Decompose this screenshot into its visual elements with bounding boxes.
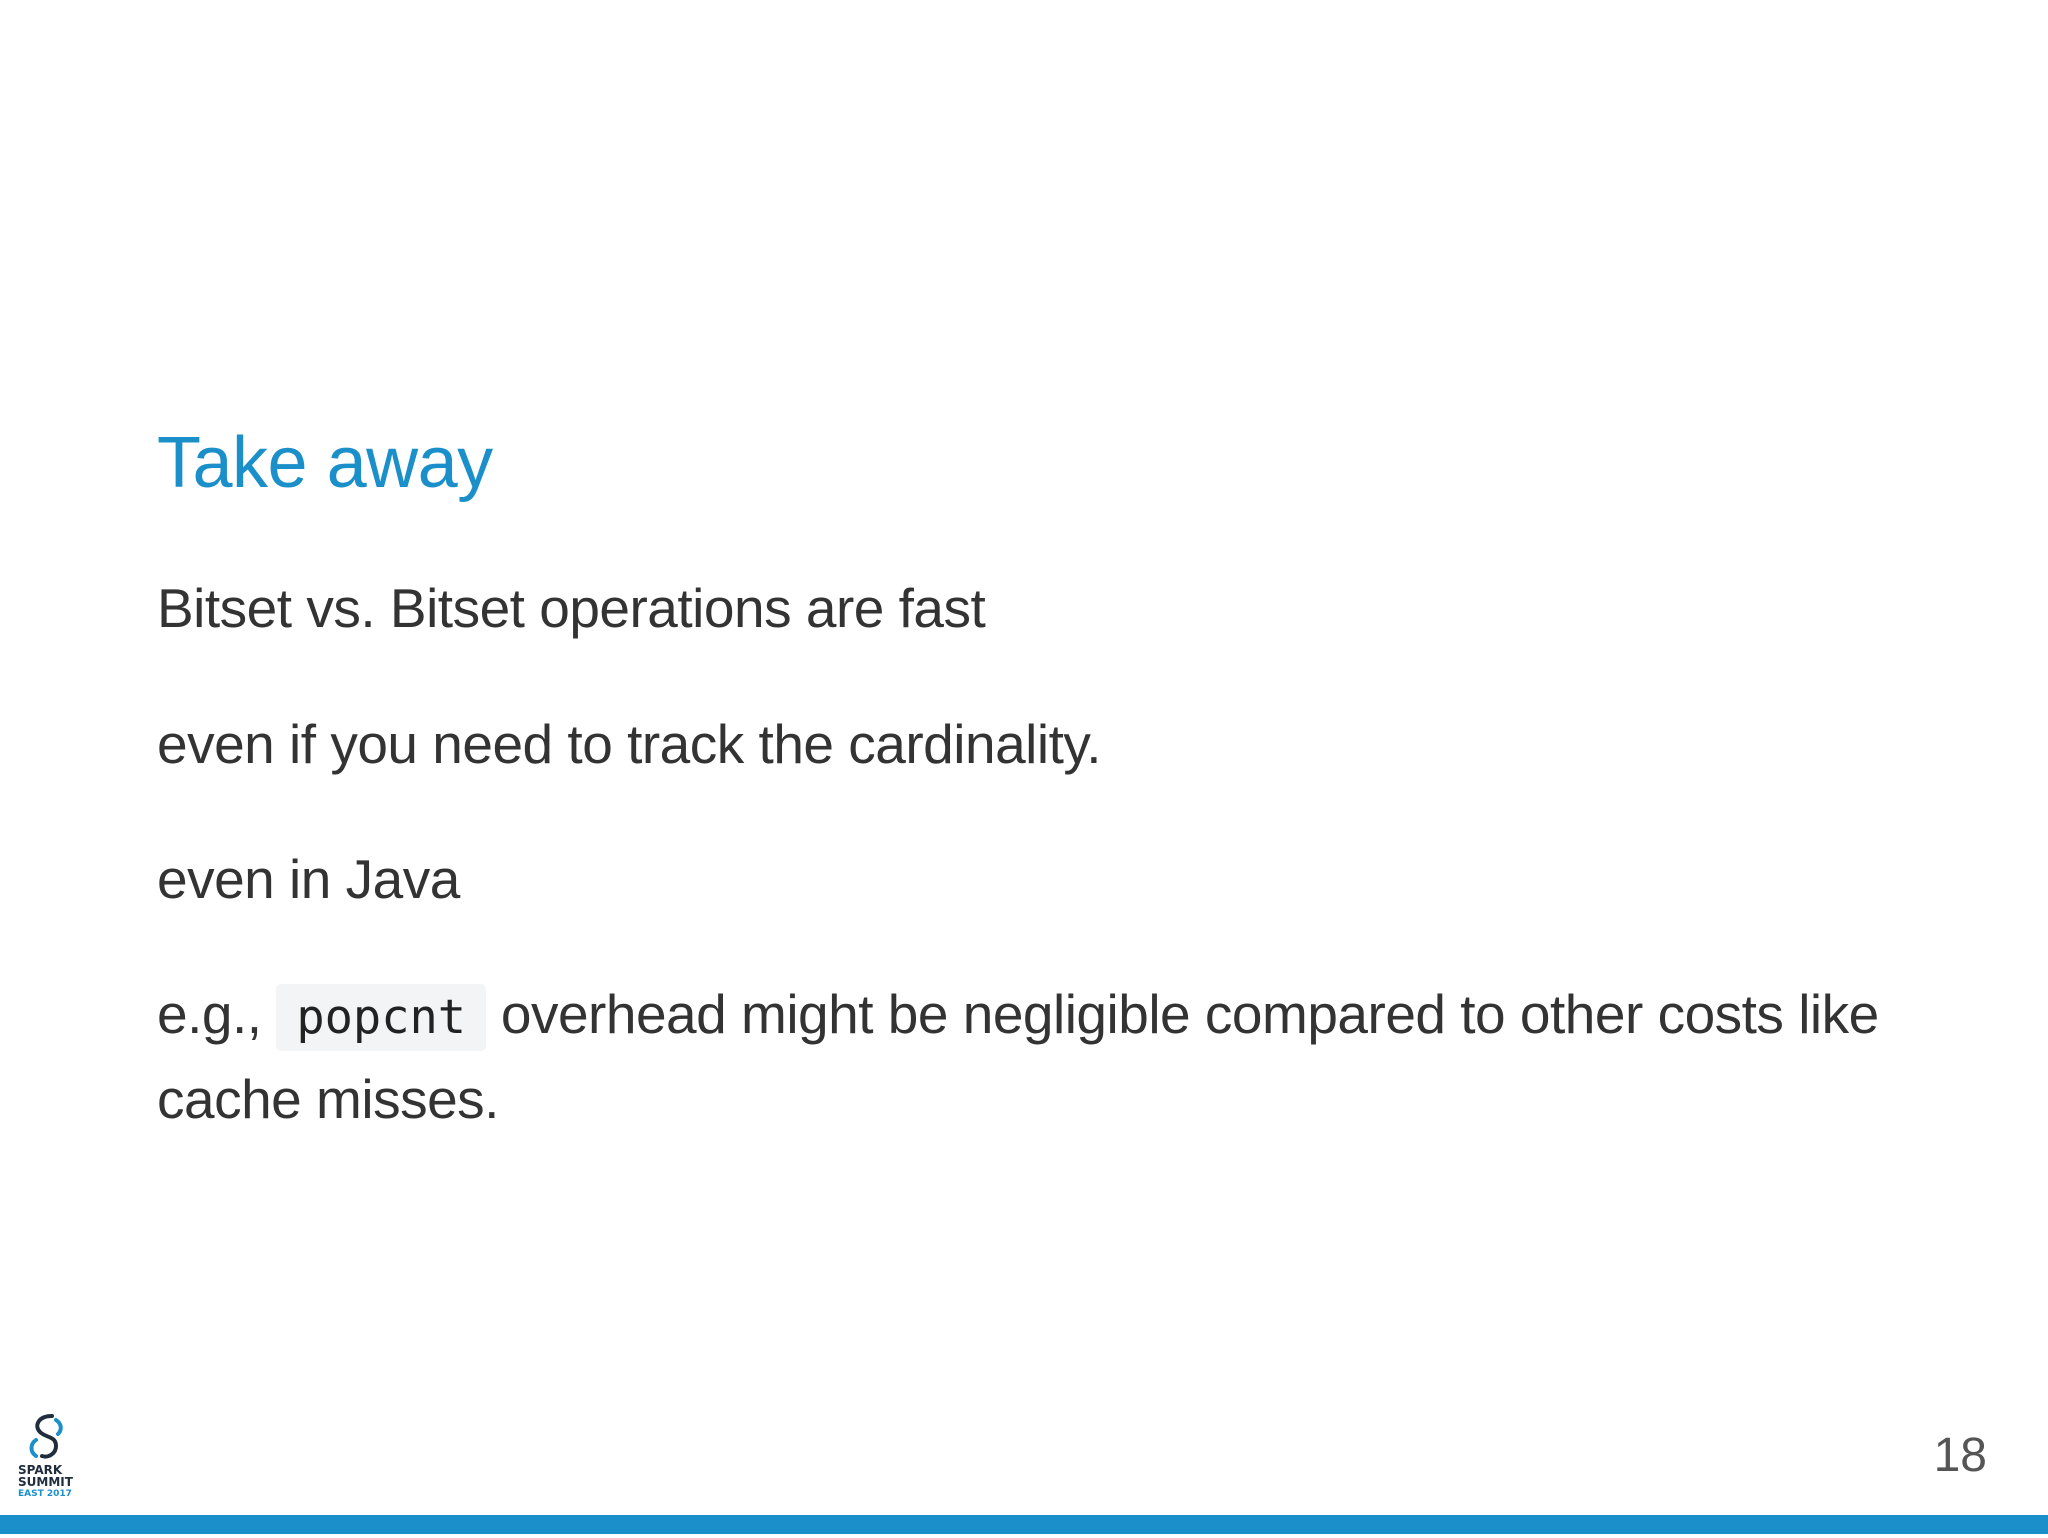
inline-code-popcnt: popcnt: [276, 984, 486, 1051]
logo-line-event: EAST 2017: [18, 1489, 72, 1499]
page-number: 18: [1933, 1429, 1987, 1482]
paragraph-prefix: e.g.,: [157, 983, 262, 1046]
slide-content: [157, 420, 1917, 1193]
paragraph-java: even in Java: [157, 847, 460, 910]
paragraph-suffix: overhead might be negligible compared to other costs like cache misses.: [157, 983, 1879, 1131]
logo-wordmark: [18, 1464, 74, 1500]
bottom-accent-bar: [0, 1515, 2048, 1534]
spark-summit-logo-icon: [26, 1412, 66, 1462]
slide-title: Take away: [157, 423, 493, 503]
logo-line-summit: SUMMIT: [18, 1475, 73, 1489]
paragraph-bitset-fast: Bitset vs. Bitset operations are fast: [157, 577, 986, 640]
paragraph-cardinality: even if you need to track the cardinality.: [157, 712, 1102, 775]
logo-line-spark: SPARK: [18, 1463, 63, 1477]
paragraph-popcnt: [157, 972, 1917, 1143]
spark-summit-logo: [18, 1412, 74, 1508]
